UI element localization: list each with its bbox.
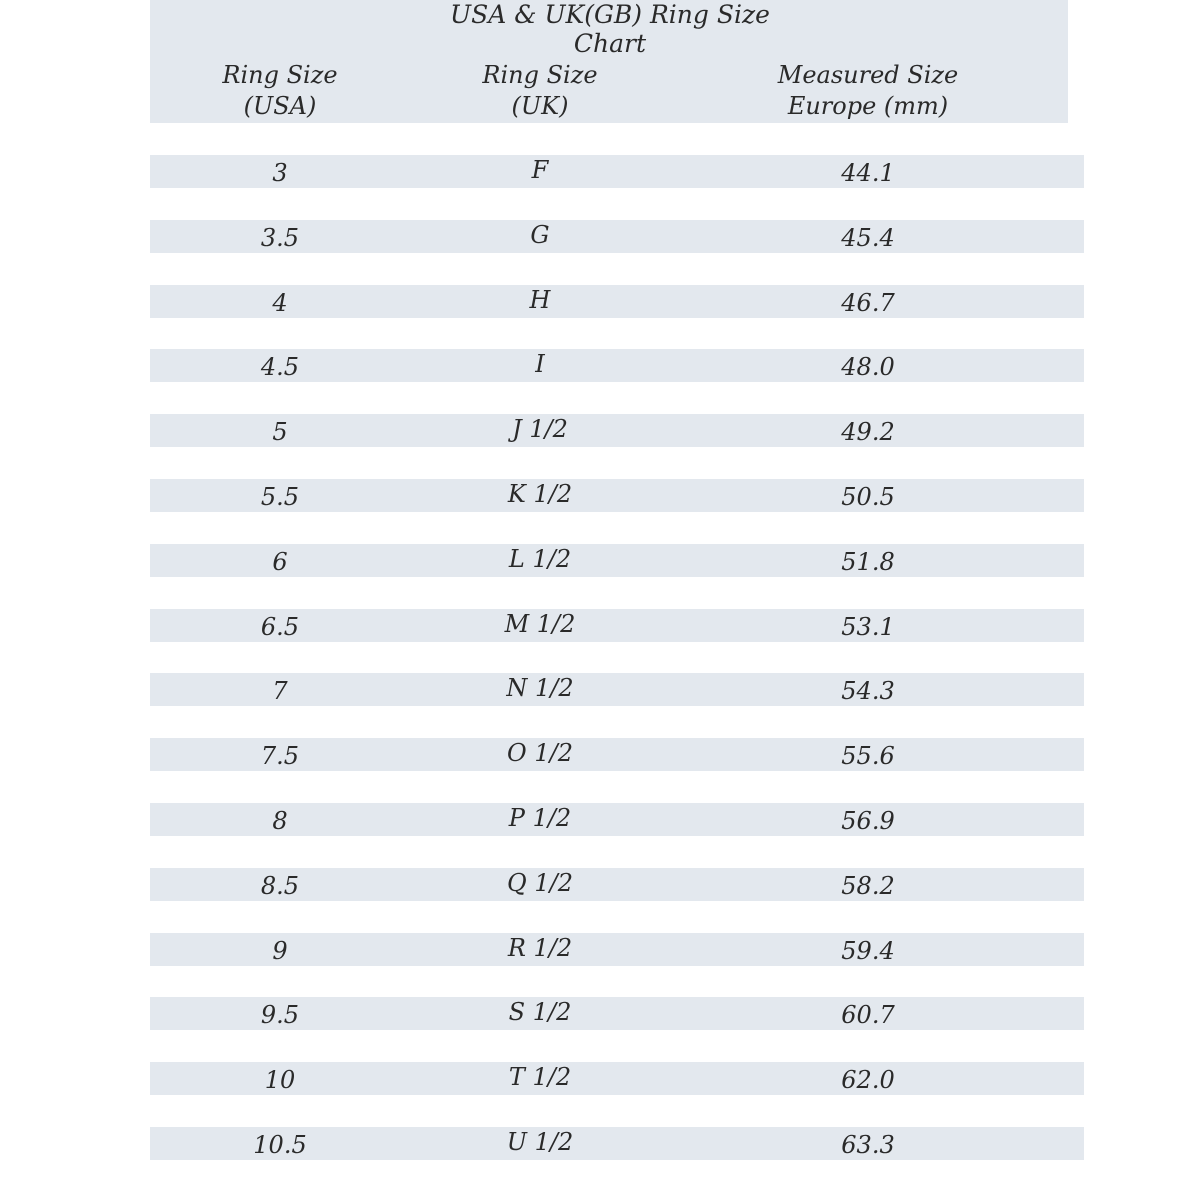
cell-europe-mm: 46.7 [841, 289, 895, 317]
cell-usa-size: 7 [272, 677, 288, 705]
table-row [150, 673, 1084, 706]
cell-europe-mm: 44.1 [841, 159, 895, 187]
table-row [150, 349, 1084, 382]
cell-usa-size: 10.5 [253, 1131, 307, 1159]
table-row [150, 155, 1084, 188]
column-header-usa-line2: (USA) [243, 92, 317, 120]
cell-usa-size: 4.5 [260, 353, 300, 381]
chart-title [450, 0, 770, 58]
cell-uk-size: P 1/2 [508, 804, 572, 832]
cell-europe-mm: 58.2 [841, 872, 895, 900]
cell-usa-size: 3 [272, 159, 288, 187]
cell-europe-mm: 50.5 [841, 483, 895, 511]
cell-usa-size: 3.5 [260, 224, 300, 252]
table-row [150, 1062, 1084, 1095]
table-row [150, 738, 1084, 771]
cell-usa-size: 9 [272, 937, 288, 965]
cell-uk-size: N 1/2 [506, 674, 574, 702]
cell-uk-size: M 1/2 [504, 610, 576, 638]
column-header-usa [180, 60, 380, 122]
cell-europe-mm: 63.3 [841, 1131, 895, 1159]
column-header-uk-line1: Ring Size [482, 61, 598, 89]
cell-usa-size: 4 [272, 289, 288, 317]
chart-title-line2: Chart [573, 29, 647, 58]
cell-europe-mm: 59.4 [841, 937, 895, 965]
table-row [150, 1127, 1084, 1160]
cell-usa-size: 7.5 [260, 742, 300, 770]
chart-title-line1: USA & UK(GB) Ring Size [450, 0, 770, 29]
cell-usa-size: 6.5 [260, 613, 300, 641]
cell-europe-mm: 51.8 [841, 548, 895, 576]
table-row [150, 933, 1084, 966]
cell-usa-size: 8 [272, 807, 288, 835]
cell-usa-size: 9.5 [260, 1001, 300, 1029]
column-header-usa-line1: Ring Size [222, 61, 338, 89]
cell-europe-mm: 45.4 [841, 224, 895, 252]
cell-uk-size: K 1/2 [507, 480, 573, 508]
table-row [150, 414, 1084, 447]
cell-europe-mm: 62.0 [841, 1066, 895, 1094]
column-header-europe-line1: Measured Size [777, 61, 959, 89]
table-row [150, 609, 1084, 642]
cell-usa-size: 6 [272, 548, 288, 576]
table-row [150, 479, 1084, 512]
cell-usa-size: 10 [264, 1066, 296, 1094]
cell-uk-size: G [530, 221, 550, 249]
cell-europe-mm: 56.9 [841, 807, 895, 835]
table-row [150, 544, 1084, 577]
cell-uk-size: U 1/2 [506, 1128, 574, 1156]
cell-uk-size: F [531, 156, 549, 184]
column-header-uk [440, 60, 640, 122]
cell-usa-size: 8.5 [260, 872, 300, 900]
cell-uk-size: O 1/2 [507, 739, 573, 767]
cell-uk-size: H [529, 286, 551, 314]
cell-uk-size: R 1/2 [507, 934, 573, 962]
column-header-uk-line2: (UK) [511, 92, 569, 120]
column-header-europe [740, 60, 996, 122]
table-row [150, 868, 1084, 901]
column-header-europe-line2: Europe (mm) [787, 92, 949, 120]
table-row [150, 220, 1084, 253]
cell-europe-mm: 53.1 [841, 613, 895, 641]
table-row [150, 803, 1084, 836]
cell-usa-size: 5 [272, 418, 288, 446]
cell-europe-mm: 49.2 [841, 418, 895, 446]
cell-europe-mm: 60.7 [841, 1001, 895, 1029]
cell-europe-mm: 54.3 [841, 677, 895, 705]
cell-uk-size: Q 1/2 [507, 869, 573, 897]
cell-europe-mm: 55.6 [841, 742, 895, 770]
cell-europe-mm: 48.0 [841, 353, 895, 381]
cell-uk-size: S 1/2 [508, 998, 572, 1026]
table-row [150, 285, 1084, 318]
cell-uk-size: I [535, 350, 545, 378]
cell-uk-size: J 1/2 [512, 415, 568, 443]
table-row [150, 997, 1084, 1030]
cell-usa-size: 5.5 [260, 483, 300, 511]
cell-uk-size: T 1/2 [508, 1063, 572, 1091]
cell-uk-size: L 1/2 [508, 545, 572, 573]
